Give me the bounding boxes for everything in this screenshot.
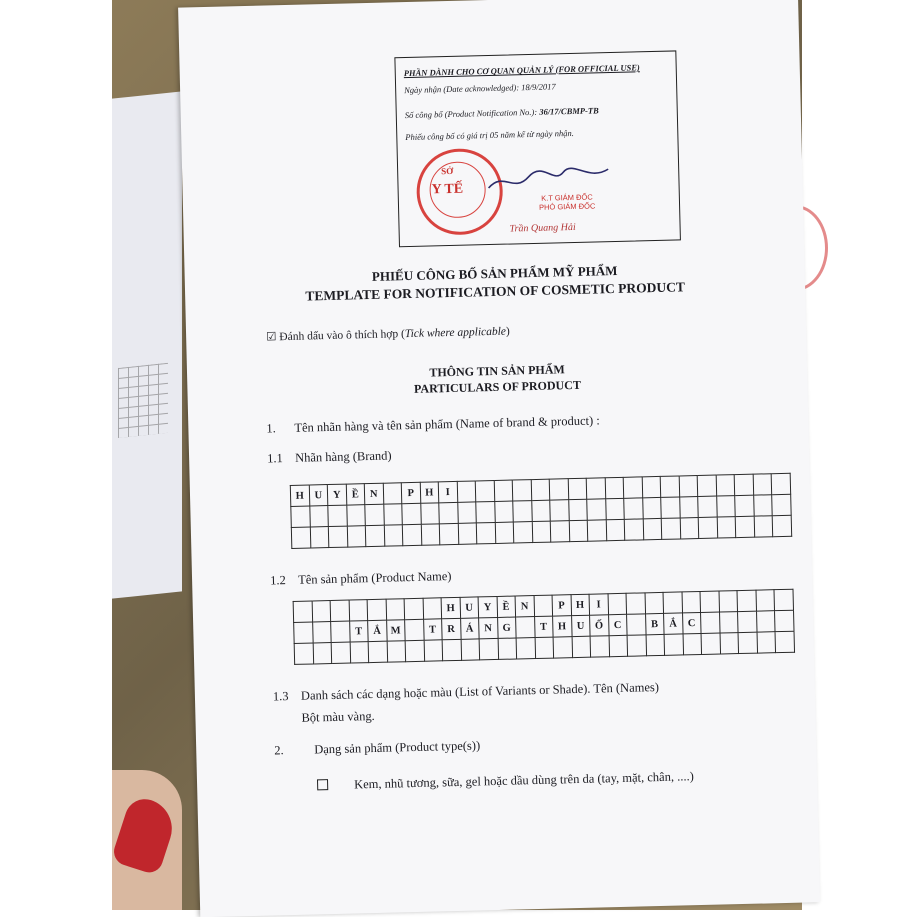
notif-label: Số công bố (Product Notification No.):	[404, 106, 538, 121]
grid-cell	[476, 501, 495, 522]
grid-cell	[590, 636, 609, 657]
grid-cell	[383, 504, 402, 525]
grid-cell	[624, 498, 643, 519]
grid-cell	[365, 525, 384, 546]
grid-cell	[661, 497, 680, 518]
grid-cell	[755, 590, 774, 611]
grid-cell	[679, 497, 698, 518]
grid-cell	[738, 632, 757, 653]
grid-cell	[331, 621, 350, 642]
grid-cell	[772, 515, 791, 536]
grid-cell	[458, 523, 477, 544]
item-1-2	[270, 569, 452, 588]
date-value: 18/9/2017	[521, 81, 556, 93]
grid-cell	[605, 498, 624, 519]
grid-cell	[572, 636, 591, 657]
item-1-num: 1.	[266, 421, 276, 436]
grid-cell	[349, 600, 368, 621]
grid-cell	[531, 479, 550, 500]
grid-cell	[532, 521, 551, 542]
grid-cell	[683, 633, 702, 654]
grid-cell: H	[290, 485, 309, 506]
grid-cell	[627, 614, 646, 635]
grid-cell	[405, 619, 424, 640]
grid-cell	[549, 479, 568, 500]
grid-cell	[646, 634, 665, 655]
grid-cell	[734, 474, 753, 495]
grid-cell: H	[553, 616, 572, 637]
grid-cell	[387, 641, 406, 662]
grid-cell: H	[571, 594, 590, 615]
title-vietnamese: PHIẾU CÔNG BỐ SẢN PHẨM MỸ PHẨM	[371, 262, 618, 284]
grid-cell	[461, 639, 480, 660]
grid-cell	[586, 478, 605, 499]
grid-cell	[383, 483, 402, 504]
official-use-box	[394, 50, 681, 247]
grid-cell: Ề	[497, 596, 516, 617]
grid-cell	[512, 480, 531, 501]
grid-cell	[516, 617, 535, 638]
grid-cell	[569, 520, 588, 541]
grid-cell	[698, 496, 717, 517]
item-1-2-text: Tên sản phẩm (Product Name)	[297, 569, 452, 587]
grid-cell: R	[442, 618, 461, 639]
item-1-2-num: 1.2	[269, 573, 286, 588]
grid-cell	[457, 502, 476, 523]
grid-cell	[720, 633, 739, 654]
grid-cell	[439, 502, 458, 523]
grid-cell: Ố	[590, 615, 609, 636]
grid-cell	[719, 591, 738, 612]
brand-grid	[290, 473, 792, 549]
item-1-text: Tên nhãn hàng và tên sản phẩm (Name of brand & product) :	[294, 413, 600, 435]
seal-text-so: SỞ	[441, 165, 454, 177]
document-page	[178, 0, 820, 917]
validity-note: Phiếu công bố có giá trị 05 năm kể từ ngày nhận.	[405, 127, 574, 143]
grid-cell	[627, 635, 646, 656]
item-2-num: 2.	[274, 743, 284, 758]
grid-cell	[479, 638, 498, 659]
grid-cell	[365, 504, 384, 525]
grid-cell: Á	[460, 618, 479, 639]
grid-cell	[367, 599, 386, 620]
grid-cell	[587, 520, 606, 541]
grid-cell	[716, 496, 735, 517]
grid-cell	[664, 634, 683, 655]
signer-title	[539, 193, 596, 212]
grid-cell	[774, 589, 793, 610]
grid-cell	[494, 501, 513, 522]
grid-cell	[661, 518, 680, 539]
grid-cell	[535, 637, 554, 658]
option-1-text: Kem, nhũ tương, sữa, gel hoặc dầu dùng trên da (tay, mặt, chân, ....)	[353, 769, 694, 792]
item-1-1	[267, 448, 392, 466]
option-checkbox[interactable]	[317, 779, 328, 790]
grid-cell	[701, 612, 720, 633]
date-acknowledged	[404, 81, 556, 95]
grid-cell	[291, 527, 310, 548]
grid-cell	[328, 505, 347, 526]
grid-cell: B	[645, 613, 664, 634]
item-1-3-num: 1.3	[272, 689, 289, 704]
grid-cell	[550, 521, 569, 542]
grid-cell	[495, 522, 514, 543]
grid-cell	[775, 631, 794, 652]
grid-cell	[350, 642, 369, 663]
grid-cell	[754, 516, 773, 537]
grid-cell	[294, 622, 313, 643]
grid-cell	[587, 499, 606, 520]
grid-cell	[771, 473, 790, 494]
grid-cell	[309, 506, 328, 527]
grid-cell	[439, 523, 458, 544]
grid-cell: Ắ	[368, 620, 387, 641]
grid-cell	[697, 475, 716, 496]
grid-cell: N	[479, 617, 498, 638]
grid-cell: T	[349, 621, 368, 642]
grid-cell	[312, 622, 331, 643]
seal-text-yte: Y TẾ	[431, 181, 464, 198]
grid-cell	[405, 640, 424, 661]
grid-cell: U	[309, 485, 328, 506]
grid-cell	[568, 499, 587, 520]
grid-cell	[772, 494, 791, 515]
signer-name: Trần Quang Hải	[509, 221, 576, 235]
grid-cell: U	[571, 615, 590, 636]
grid-cell	[291, 506, 310, 527]
grid-cell: P	[401, 482, 420, 503]
grid-cell	[516, 638, 535, 659]
notification-number	[405, 105, 599, 120]
grid-cell	[717, 517, 736, 538]
grid-cell	[679, 476, 698, 497]
title-english: TEMPLATE FOR NOTIFICATION OF COSMETIC PRODUCT	[305, 279, 686, 304]
grid-cell	[609, 635, 628, 656]
grid-cell	[423, 598, 442, 619]
grid-cell	[513, 501, 532, 522]
official-header: PHẦN DÀNH CHO CƠ QUAN QUẢN LÝ (FOR OFFICIAL USE)	[403, 62, 640, 79]
item-2	[274, 738, 480, 758]
grid-cell	[753, 495, 772, 516]
grid-cell: I	[438, 481, 457, 502]
grid-cell: N	[364, 483, 383, 504]
grid-cell	[698, 517, 717, 538]
grid-cell	[513, 522, 532, 543]
grid-cell	[330, 600, 349, 621]
grid-cell: T	[423, 619, 442, 640]
grid-cell	[346, 505, 365, 526]
grid-cell	[701, 633, 720, 654]
grid-cell	[626, 593, 645, 614]
grid-cell	[534, 595, 553, 616]
grid-cell	[293, 601, 312, 622]
grid-cell	[642, 476, 661, 497]
grid-cell	[475, 481, 494, 502]
tick-text: ☑ Đánh dấu vào ô thích hợp (	[266, 328, 406, 344]
grid-cell	[624, 519, 643, 540]
grid-cell	[457, 481, 476, 502]
grid-cell	[735, 516, 754, 537]
grid-cell	[476, 522, 495, 543]
grid-cell	[663, 592, 682, 613]
grid-cell: G	[497, 617, 516, 638]
grid-cell	[384, 525, 403, 546]
grid-cell	[368, 641, 387, 662]
grid-cell: M	[386, 620, 405, 641]
grid-cell: U	[460, 597, 479, 618]
grid-cell	[313, 643, 332, 664]
item-2-text: Dạng sản phẩm (Product type(s))	[314, 738, 481, 757]
grid-cell	[775, 610, 794, 631]
grid-cell	[294, 643, 313, 664]
grid-cell	[716, 475, 735, 496]
grid-cell: Ắ	[664, 613, 683, 634]
grid-cell: I	[589, 594, 608, 615]
tick-italic: Tick where applicable	[404, 325, 507, 341]
grid-cell	[420, 503, 439, 524]
grid-cell: Ề	[346, 484, 365, 505]
grid-cell: P	[552, 595, 571, 616]
grid-cell	[682, 591, 701, 612]
grid-cell	[494, 480, 513, 501]
grid-cell	[605, 477, 624, 498]
grid-cell	[531, 500, 550, 521]
grid-cell	[735, 495, 754, 516]
grid-cell	[442, 639, 461, 660]
grid-cell: C	[682, 612, 701, 633]
grid-cell	[310, 527, 329, 548]
signer-line2: PHÓ GIÁM ĐỐC	[538, 201, 596, 212]
background-paper-grid	[118, 363, 168, 438]
grid-cell	[402, 503, 421, 524]
grid-cell	[606, 519, 625, 540]
grid-cell	[421, 524, 440, 545]
product_grid-table	[293, 589, 795, 665]
item-1-3-text: Danh sách các dạng hoặc màu (List of Variants or Shade). Tên (Names)	[300, 680, 660, 703]
variants-value: Bột màu vàng.	[301, 708, 375, 725]
grid-cell	[753, 474, 772, 495]
grid-cell	[757, 632, 776, 653]
grid-cell	[424, 640, 443, 661]
grid-cell	[642, 497, 661, 518]
grid-cell	[404, 598, 423, 619]
grid-cell: Y	[327, 484, 346, 505]
product-grid	[293, 589, 795, 665]
section-title-vi: THÔNG TIN SẢN PHẨM	[429, 362, 565, 380]
notif-value: 36/17/CBMP-TB	[539, 105, 599, 117]
item-1-1-num: 1.1	[266, 451, 283, 466]
grid-cell: Y	[478, 596, 497, 617]
grid-cell: N	[515, 596, 534, 617]
tick-instruction	[266, 324, 510, 344]
grid-cell	[550, 500, 569, 521]
grid-cell	[645, 592, 664, 613]
item-1-1-text: Nhãn hàng (Brand)	[294, 448, 392, 465]
date-label: Ngày nhận (Date acknowledged):	[404, 82, 520, 96]
grid-cell	[331, 642, 350, 663]
product-type-option-1	[317, 769, 694, 793]
grid-cell	[608, 593, 627, 614]
brand_grid-table	[290, 473, 792, 549]
grid-cell: T	[534, 616, 553, 637]
grid-cell	[402, 524, 421, 545]
grid-cell	[347, 526, 366, 547]
signature	[483, 163, 614, 196]
item-1-3	[273, 680, 659, 704]
grid-cell	[660, 476, 679, 497]
tick-close: )	[505, 325, 510, 338]
grid-cell	[328, 526, 347, 547]
background-paper	[112, 91, 182, 598]
grid-cell	[568, 478, 587, 499]
grid-cell: H	[441, 597, 460, 618]
grid-cell	[553, 637, 572, 658]
grid-cell	[700, 591, 719, 612]
grid-cell	[680, 518, 699, 539]
section-title-en: PARTICULARS OF PRODUCT	[413, 377, 582, 396]
grid-cell: H	[420, 482, 439, 503]
grid-cell: C	[608, 614, 627, 635]
signer-line1: K.T GIÁM ĐỐC	[541, 192, 593, 203]
item-1	[266, 413, 600, 436]
grid-cell	[498, 638, 517, 659]
grid-cell	[643, 518, 662, 539]
grid-cell	[756, 611, 775, 632]
grid-cell	[719, 612, 738, 633]
grid-cell	[312, 601, 331, 622]
grid-cell	[623, 477, 642, 498]
grid-cell	[386, 599, 405, 620]
grid-cell	[737, 590, 756, 611]
grid-cell	[738, 611, 757, 632]
